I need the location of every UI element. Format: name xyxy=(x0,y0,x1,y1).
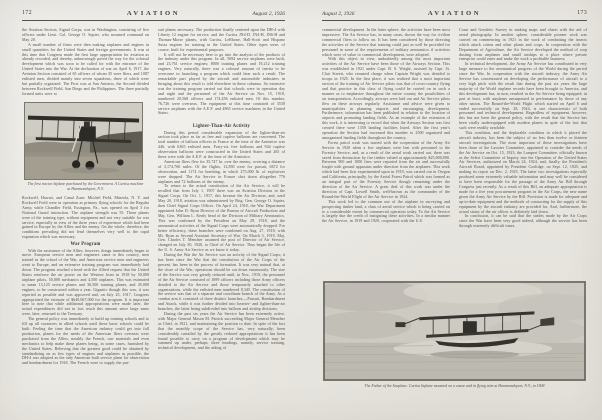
paragraph: To return to the actual constitution of the Air Service, it will be recalled that from July 1, 1907 there was an Aviation Division in the Signal Corps. On Oct. 1, 1917, this became the Air Division, and, until May 20, 1918, aviation was administered by Brig. Gen. George O. Squier, then Chief Signal Corps Officer. On April 24, 1918, the War Department appointed John D. Ryan Director of the Bureau of Aircraft Production and Maj. Gen. William L. Kenly head of the Division of Military Aeronautics. This was confirmed by the President on May 29, 1918, and the aeronautical activities of the Signal Corps were automatically dropped. For better efficiency, these branches were combined on Aug. 27, 1918, with Mr. Ryan as Second Assistant Secretary of War. On March 3, 1919, Maj. Gen. Charles T. Menoher assumed the post of Director of Air Service, changed on July 30, 1920, to Chief of Air Service. Thus began the life of the U. S. Army Air Service as we know it today. xyxy=(158,183,285,253)
journal-title: AVIATION xyxy=(427,10,482,17)
page-number: 172 xyxy=(22,10,32,16)
paragraph: Coast and Geodetic Survey in making maps and charts with the aid of aerial photography. In another sphere, considerable pioneer work was carried on commencing in 1921 in the work of combatting the insects which attack cotton and other plants and crops. In cooperation with the Department of Agriculture, the Air Service developed the method of crop dusting from airplanes and small airships to a place where private enterprise could enter and make the work a profitable business. xyxy=(459,28,587,62)
paragraph: It will not be necessary here to go into the analysis of the products of the industry under this program. In all, 5694 service airplanes were built, and 23,761 service engines; 8000 training planes and 19,212 training engines. Very naturally, there was a colossal amount of inertia to be overcome in launching a program which could bear such a result. The remarkable part played by the aircraft and automobile industries in bringing about this result is told elsewhere in these columns. So extensive was the training program carried out that schools were in operation day and night and the personnel of the Air Service on Nov. 15, 1918, numbered 20,568 officers and 174,456 enlisted men. Of this number, 76,726 were overseas. The equipment at this time consisted of 3538 service airplanes with the A.E.F. and 4865 service machines in the United States. xyxy=(158,51,285,116)
paragraph: the Aviation Section, Signal Corps, was in Washington, consisting of five officers under Lieut. Col. George O. Squier, who assumed command on May 20. xyxy=(22,28,149,42)
left-photo-caption: The first tractor biplane purchased by the Government. A Curtiss machine at Hammondsport, N.Y. xyxy=(27,182,144,191)
biplane-field-photo xyxy=(24,102,143,180)
column-2 xyxy=(459,28,587,277)
paragraph: The general policy was immediately to build up training schools and to fill up all vacancies in allied schools until these basic schools could be built. Feeling the time that the American industry could get into full production, planes for the needs of the American fliers overseas were purchased from the Allies, notably the French, raw materials and even mechanics to help make these planes being, in some cases, furnished by the United States. Believing that the greatest good could be obtained by standardizing on as few types of engines and airplanes as possible, the DH-4 was adopted as the only American built service plane for observation and bombardment for 1918. The French were to supply the pur- xyxy=(22,316,149,366)
issue-date: August 2, 1926 xyxy=(252,10,285,17)
text-block xyxy=(158,131,285,389)
page-header-right xyxy=(322,9,587,21)
column-2 xyxy=(158,28,285,389)
paragraph: During this period considerable expansion of the lighter-than-air section took place as far as free and captive balloons are concerned. The total number of balloon officers in France at the time of the Armistice was 446, with 6365 enlisted men. Forty-six free balloons and 944 captive observation balloons were constructed in the United States and 265 of these were with the A.E.F. at the time of the Armistice. xyxy=(158,130,285,160)
paragraph: With this object in view, undoubtedly among the most important activities of the Air Service have been those of the Airways Section. This was established in 1921 under Capt. B. S. Wright, assisted by Capt. St. Clair Streett, who resumed charge when Captain Wright was detailed to troops in 1925. In the first place, it was realized that a most important section of the training of Air Service pilots was that of cross-country flying and that practice in this class of flying could be carried on in such a manner as to emphasize throughout the entire country the possibilities of air transportation. Accordingly, airways were laid out and Air Service pilots flew on these airways regularly. Assistance and advice were given to municipalities in planning airports and encouraging development. Furthermore, information has been published in relation to the location of airports and promoting landing fields. As an example of the extension of this work, it is interesting to record that when the Airways Section was first created there were 1350 landing facilities listed. After the first year's operation the Section had increased this number to 2500 organized and unorganized landing fields throughout the country. xyxy=(322,56,450,140)
text-block xyxy=(22,196,149,240)
text-block xyxy=(22,28,149,100)
column-1 xyxy=(22,28,149,389)
paragraph: With the assistance of the Allies, however, things immediately began to move. European service men and engineers came to this country, men trained in the school of the War, and American service men and engineers went to Europe, and an extensive training program was immediately laid down. The program reached a head with the Allied request that the United States reinforce the air power on the Western front in 1918 by 50,000 airplane pilots, 50,000 mechanics and 4,500 airplanes. This was estimated to mean 13,125 service planes and 36,500 training planes, and 45,000 engines, to be constructed within a year. Gigantic though this was, it was reported as possible and was approved and, on July 25, 1917, Congress appropriated the estimate of $640,067,000 for the program. It is important here to note that while additional appropriations were made later, the actual expenditures did not in fact reach this amount since large sums were, later, returned to the Treasury. xyxy=(22,248,149,317)
section-heading-lighter-than-air: Lighter-Than-Air Activity xyxy=(192,124,251,129)
page-number: 173 xyxy=(577,10,587,16)
section-heading-war-program: War Program xyxy=(70,242,101,247)
text-block xyxy=(158,28,285,122)
paragraph: Rockwell, Hawaii, and Canal Zone. Mitchel Field, Mineola, N. Y. and Rockwell Field were in operation as primary flying schools for the Regular Army, while Chandler Field, Essington, Pa., was opened on April 3 for National Guard instruction. The airplane strength was 55. These planes were of the training type, without equipment and not very suitable for war service, especially in view of the three years of experience which had been gained in Europe by the Allies and the enemy. On the whole, therefore, the conditions prevailing did not lend themselves very well to the rapid expansion which was necessary. xyxy=(22,196,149,240)
issue-date: August 2, 1926 xyxy=(322,10,355,17)
seaplane-water-illustration xyxy=(324,282,585,380)
paragraph: During the War the Air Service was an activity of the Signal Corps; it has been since the War that the constitution of the Air Corps of the present, has been in the process of formation. It was very natural that, at the close of the War, operations should be cut down enormously. The size of the Service was very greatly reduced until, in Nov., 1919, the personnel of the Air Service consisted of 1699 officers including those Army officers detailed to the Air Service and those temporarily attached to other organizations, while the enlisted men numbered 8,345. The constitution of the service was that of a separate and coordinate branch of the Army. As a combat arm it consisted of three distinct branches,—Pursuit, Bombardment and Attack, while it was further divided into heavier- and lighter-than-air branches, the latter being subdivided into balloon and airship divisions. xyxy=(158,252,285,312)
right-photo-caption: The Father of the Seaplane. Curtiss biplane mounted on a canoe and in flying trim at Hammondsport, N.Y., in 1908 xyxy=(364,384,545,388)
paragraph: This condition, and the deplorable condition in which it placed the aircraft industry, has been the subject of no less than twelve or thirteen aircraft investigations. The most important of these investigations have been those of the Lassiter Committee, appointed to consider the needs of the Air Service on Oct. 15, 1923, the Lampert Committee, officially known as the Select Committee of Inquiry into the Operation of the United States Air Services, authorized on March 24, 1924, and, finally, the President's Aircraft Board, appointed by President Coolidge, on Sept. 12, 1925, and making its report on Dec. 2, 1925. The latter two investigations especially produced some extremely valuable information and may well be considered to have been responsible for the passage of the Army Air Bill through Congress just recently. As a result of this Bill, an adequate appropriation is made for a five year procurement program in the Air Corps, the new name given the Army Air Service by the Bill. Provision is made for adequate and up-to-date equipment and the methods of contracting for the supply of this equipment by the aircraft industry are provided for. And, furthermore, the actual status of the air officer is definitely laid down. xyxy=(459,130,587,214)
left-page-columns xyxy=(22,28,285,389)
paragraph: suit planes necessary. The production finally centered upon the DH-4 with Liberty 12 engine for service, and the Curtiss JN4-D, JN4-H, JN6-H and Thomas-Morse planes, with Curtiss, LeRhone, Hall-Scott and Hispano Suiza engines for training in the United States. Other types were, of course, built for experimental purposes. xyxy=(158,28,285,52)
biplane-field-illustration xyxy=(25,103,142,179)
page-header-left xyxy=(22,9,285,21)
seaplane-water-photo xyxy=(323,281,586,381)
paragraph: In technical development, the Army Air Service has contributed in very large measure to the aeronautical progress of the World during the period since the War. In cooperation with the aircraft industry, the Army Air Service has concentrated on developing the performance of aircraft to a very high pitch with the result that during the past six years the large majority of the World airplane records have been brought to America, and this development has, in turn, resulted in the Air Service being equipped, in part at least, with airplanes unsurpassed in performance by those of any other nation. The Round-the-World Flight which started on April 6 and ended successfully on Sept. 28, 1924, is one characteristic of both personnel and technical development. Regardless of equipment, however, this has not been the general policy, with the result that the Service has been vitally underequipped with modern planes in spite of the fact that such were readily available. xyxy=(459,61,587,131)
text-block xyxy=(459,28,587,277)
paragraph: American fliers flew for 35,747 hr. over the enemy, covering a distance of 3,174,760 miles. Of the flights, 12,830 were for pursuit, 6672 for observation, and 1174 for bombing, in which 275,000 lb. of explosives were dropped. The Air Service in France shot down altogether 776 airplanes and 72 balloons of the enemy. xyxy=(158,158,285,184)
page-173 xyxy=(301,0,602,420)
column-1 xyxy=(322,28,450,277)
text-block xyxy=(322,28,450,277)
paragraph: commercial development. In the latter sphere, the activities have been most impressive. The Air Service has, in many cases, shown the way for civilian commercial fliers to follow on. It has been considered by those directing the activities of the Service that training could just as well be provided for personnel in some of the requirements of military aeronautics if activities which were of value to commercial development, were adopted. xyxy=(322,28,450,57)
text-block xyxy=(22,249,149,387)
paragraph: In conclusion, it can be said that the strides made by the Air Corps since the War have been very good indeed, although the service has been through extremely difficult times. xyxy=(459,213,587,229)
paragraph: During the past six years the Air Service has been extremely active, with Major General Mason M. Patrick succeeding Major General Menoher as Chief, in 1921, and maintaining the position to date. In spite of the fact that the monthly scope of the Service has, very naturally, been considerably curtailed by the greatly reduced appropriations it has been found possible to carry on a program of development which may be summed up under, perhaps, three headings, namely, service training, technical development, and the aiding of xyxy=(158,311,285,351)
journal-title: AVIATION xyxy=(126,10,181,17)
right-page-columns xyxy=(322,28,587,277)
paragraph: A small number of firms were then making airplanes and engines in small quantities for the United States and foreign governments. It was at this time that Congress made the first large appropriation for aviation as already recorded, and thereby, unknowingly paved the way for the colossal development which was soon to be called for with the entrance of the United States into the War. At the declaration of war on April 6, 1917, the Aviation Section consisted of 65 officers of whom 35 were fliers, and 1087 enlisted men, divided mainly into seven squadrons, three of which were but partially organized. The First was at San Antonio, the Second divided between Rockwell Field, San Diego and the Philippines. The three partially formed units were at xyxy=(22,41,149,96)
paragraph: Forest patrol work was started with the cooperation of the Army Air Service in 1920 when a few airplanes were lent with personnel to the Forestry Service, and, as a result of the aerial work carried out, there was saved from destruction by fire timber valued at approximately $25,000,000. Between 900 and 1000 fires were reported from the air and successfully fought with ground apparatus under direction from the airplanes. This work which had been first experimented upon in 1919, was carried out in Oregon and California, principally, by the Aerial Forest Patrol which was formed as an integral part of the Forestry Service though remaining under the direction of the Air Service. A great deal of this work was under the direction of Capt. Lowell Smith, well-known as the commander of the Round-the-World Flight of the Air Service in 1924. xyxy=(322,139,450,199)
paragraph: This work led to the common use of the airplane in surveying and prospecting timber land, a class of aerial service which is being carried on to a considerable extent by commercial operators today. To the Air Service is largely due the credit of instigating these activities. In a similar manner the Air Service, in 1919 and 1920, cooperated with the U.S. xyxy=(322,198,450,224)
